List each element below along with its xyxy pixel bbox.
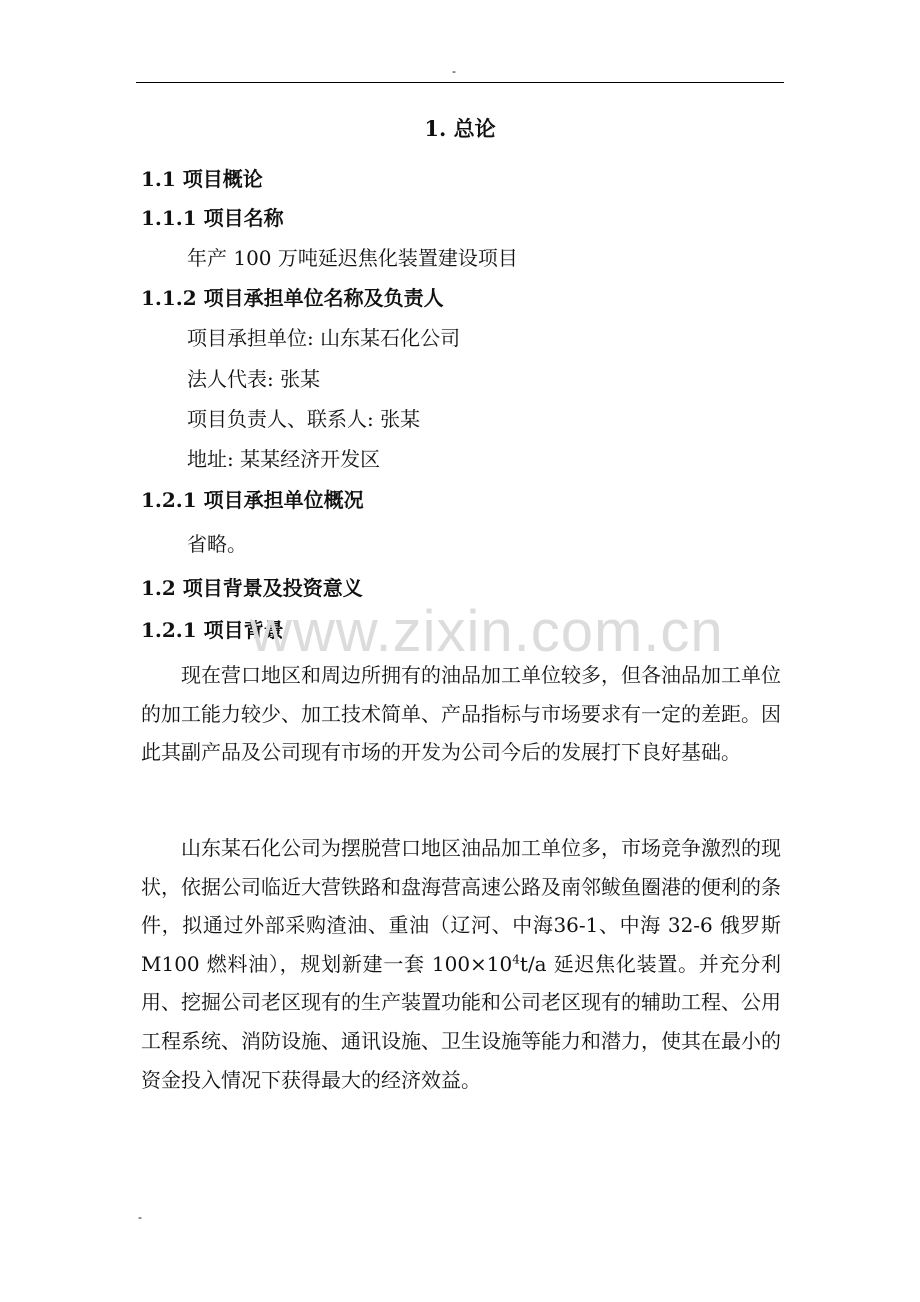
heading-1-2-1-background: 1.2.1 项目背景	[141, 618, 284, 642]
project-address: 地址: 某某经济开发区	[187, 447, 381, 471]
heading-1-2: 1.2 项目背景及投资意义	[141, 576, 363, 600]
heading-1-1-2: 1.1.2 项目承担单位名称及负责人	[141, 286, 444, 310]
overview-text: 省略。	[187, 532, 247, 556]
superscript-exponent: 4	[512, 952, 520, 967]
project-contact: 项目负责人、联系人: 张某	[187, 407, 421, 431]
paragraph-2-text-b: t/a 延迟焦化装置。并充分利用、挖掘公司老区现有的生产装置功能和公司老区现有的辅助工程、公用工程系统、消防设施、通讯设施、卫生设施等能力和潜力，使其在最小的资金投入情况下获得最大的经济效益。	[141, 951, 782, 1092]
header-mark: -	[452, 64, 456, 78]
paragraph-2-text-a: 山东某石化公司为摆脱营口地区油品加工单位多，市场竞争激烈的现状，依据公司临近大营铁路和盘海营高速公路及南邻鲅鱼圈港的便利的条件，拟通过外部采购渣油、重油（辽河、中海36-1、中海 32-6 俄罗斯 M100 燃料油），规划新建一套 100×10	[141, 836, 781, 976]
background-paragraph-1: 现在营口地区和周边所拥有的油品加工单位较多，但各油品加工单位的加工能力较少、加工技术简单、产品指标与市场要求有一定的差距。因此其副产品及公司现有市场的开发为公司今后的发展打下良好基础。	[141, 663, 781, 765]
header-rule	[136, 82, 784, 83]
page-title: 1. 总论	[424, 116, 496, 141]
footer-mark: -	[138, 1210, 142, 1224]
legal-representative: 法人代表: 张某	[187, 367, 321, 391]
project-name: 年产 100 万吨延迟焦化装置建设项目	[187, 246, 518, 270]
background-paragraph-2	[141, 829, 781, 1099]
heading-1-2-1-overview: 1.2.1 项目承担单位概况	[141, 488, 364, 512]
watermark: www.zixin.com.cn	[250, 599, 724, 664]
heading-1-1: 1.1 项目概论	[141, 167, 263, 191]
project-unit: 项目承担单位: 山东某石化公司	[187, 326, 461, 350]
heading-1-1-1: 1.1.1 项目名称	[141, 206, 284, 230]
